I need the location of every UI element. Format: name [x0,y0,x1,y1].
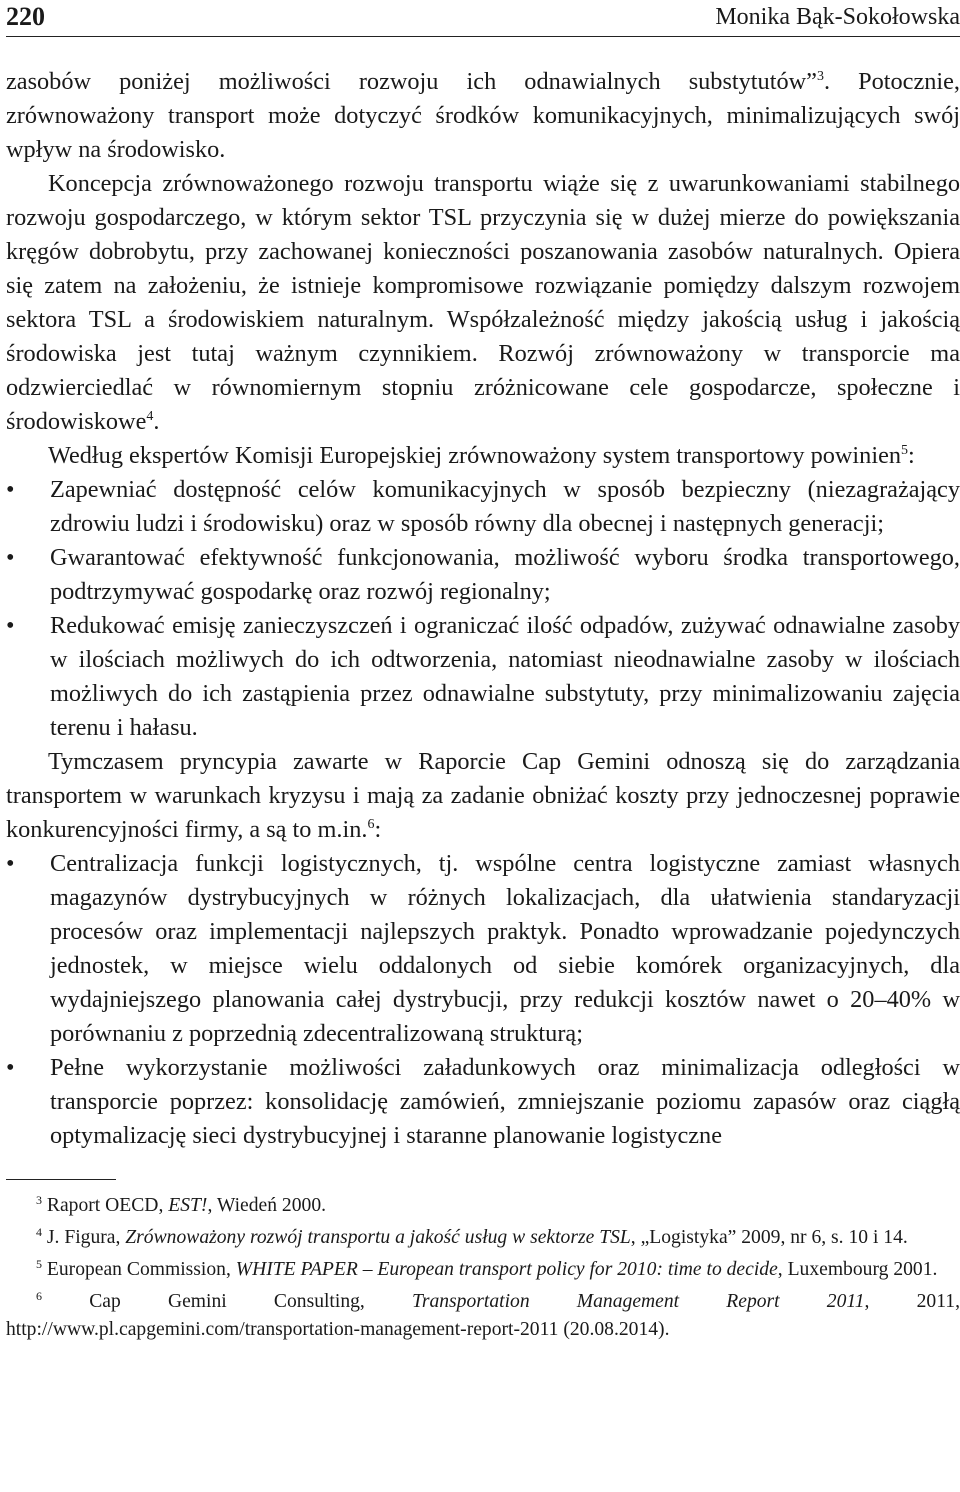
footnote-title: Transportation Management Report 2011 [412,1291,865,1312]
footnote-number: 6 [36,1289,42,1303]
list-item: • Centralizacja funkcji logistycznych, tj. wspólne centra logistyczne zamiast własnych magazynów dystrybucyjnych w różnych lokalizacjach, dla ułatwienia standaryzacji procesów oraz implementacji najlepszych praktyk. Ponadto wprowadzanie pojedynczych jednostek, w miejsce wielu oddalonych od siebie komórek organizacyjnych, dla wydajniejszego planowania całej dystrybucji, przy redukcji kosztów nawet o 20–40% w porównaniu z poprzednią zdecentralizowaną strukturą; [6,847,960,1051]
footnote: $^5$ European Commission, WHITE PAPER – European transport policy for 2010: time to decide, Luxembourg 2001. [36,1257,938,1280]
paragraph: Tymczasem pryncypia zawarte w Raporcie Cap Gemini odnoszą się do zarządzania transportem w warunkach kryzysu i mają za zadanie obniżać koszty przy jednoczesnej poprawie konkurencyjności firmy, a są to m.in.$^6$: [6,748,960,843]
list-item: • Redukować emisję zanieczyszczeń i ograniczać ilość odpadów, zużywać odnawialne zasoby w ilościach możliwych do ich odtworzenia, natomiast nieodnawialne zasoby w ilościach możliwych do ich zastąpienia przez odnawialne substytuty, przy minimalizowaniu zajęcia terenu i hałasu. [6,609,960,745]
footnote-url-text[interactable]: , 2011, http://www.pl.capgemini.com/transportation-management-report-2011 (20.08.2014). [6,1291,960,1340]
footnote-title: EST! [168,1195,208,1216]
bullet-list [6,847,960,1153]
footnote: $^4$ J. Figura, Zrównoważony rozwój transportu a jakość usług w sektorze TSL, „Logistyka” 2009, nr 6, s. 10 i 14. [36,1225,908,1248]
paragraph: Koncepcja zrównoważonego rozwoju transportu wiąże się z uwarunkowaniami stabilnego rozwoju gospodarczego, w którym sektor TSL przyczynia się w dużej mierze do powiększania kręgów dobrobytu, przy zachowanej konieczności poszanowania zasobów naturalnych. Opiera się zatem na założeniu, że istnieje kompromisowe rozwiązanie pomiędzy dalszym rozwojem sektora TSL a środowiskiem naturalnym. Współzależność między jakością usług i jakością środowiska jest tutaj ważnym czynnikiem. Rozwój zrównoważony w transporcie ma odzwierciedlać w równomiernym stopniu zróżnicowane cele gospodarcze, społeczne i środowiskowe$^4$. [6,170,960,435]
document-page [6,0,960,1348]
list-item: • Gwarantować efektywność funkcjonowania, możliwość wyboru środka transportowego, podtrzymywać gospodarkę oraz rozwój regionalny; [6,541,960,609]
page-header [6,0,960,37]
footnote-number: 4 [36,1225,42,1239]
footnote: $^3$ Raport OECD, EST!, Wiedeń 2000. [36,1193,327,1216]
bullet-icon: • [6,850,15,877]
list-item: • Zapewniać dostępność celów komunikacyjnych w sposób bezpieczny (niezagrażający zdrowiu ludzi i środowisku) oraz w sposób równy dla obecnej i następnych generacji; [6,473,960,541]
page-number: 220 [6,2,45,31]
paragraph: Według ekspertów Komisji Europejskiej zrównoważony system transportowy powinien$^5$: [48,442,915,469]
bullet-list [6,473,960,745]
bullet-icon: • [6,476,15,503]
paragraph: zasobów poniżej możliwości rozwoju ich odnawialnych substytutów”$^3$. Potocznie, zrównoważony transport może dotyczyć środków komunikacyjnych, minimalizujących swój wpływ na środowisko. [6,68,960,163]
footnote-title: Zrównoważony rozwój transportu a jakość usług w sektorze TSL [125,1227,631,1248]
bullet-icon: • [6,612,15,639]
footnote-title: WHITE PAPER – European transport policy for 2010: time to decide [235,1259,778,1280]
footnote: $^6$ Cap Gemini Consulting, Transportation Management Report 2011, 2011, http://www.pl.capgemini.com/transportation-management-report-2011 (20.08.2014). [6,1289,960,1340]
bullet-icon: • [6,544,15,571]
footnotes [6,1192,960,1344]
list-item: • Pełne wykorzystanie możliwości załadunkowych oraz minimalizacja odległości w transporcie poprzez: konsolidację zamówień, zmniejszanie poziomu zapasów oraz ciągłą optymalizację sieci dystrybucyjnej i staranne planowanie logistyczne [6,1051,960,1153]
footnote-ref[interactable]: 5 [901,443,909,458]
footnote-ref[interactable]: 3 [816,69,824,84]
footnote-ref[interactable]: 4 [146,409,154,424]
footnote-ref[interactable]: 6 [367,817,375,832]
body-text [6,65,960,1153]
bullet-icon: • [6,1054,15,1081]
footnote-number: 5 [36,1257,42,1271]
running-head-author: Monika Bąk-Sokołowska [715,4,960,30]
footnote-divider [6,1179,116,1180]
footnote-number: 3 [36,1193,42,1207]
